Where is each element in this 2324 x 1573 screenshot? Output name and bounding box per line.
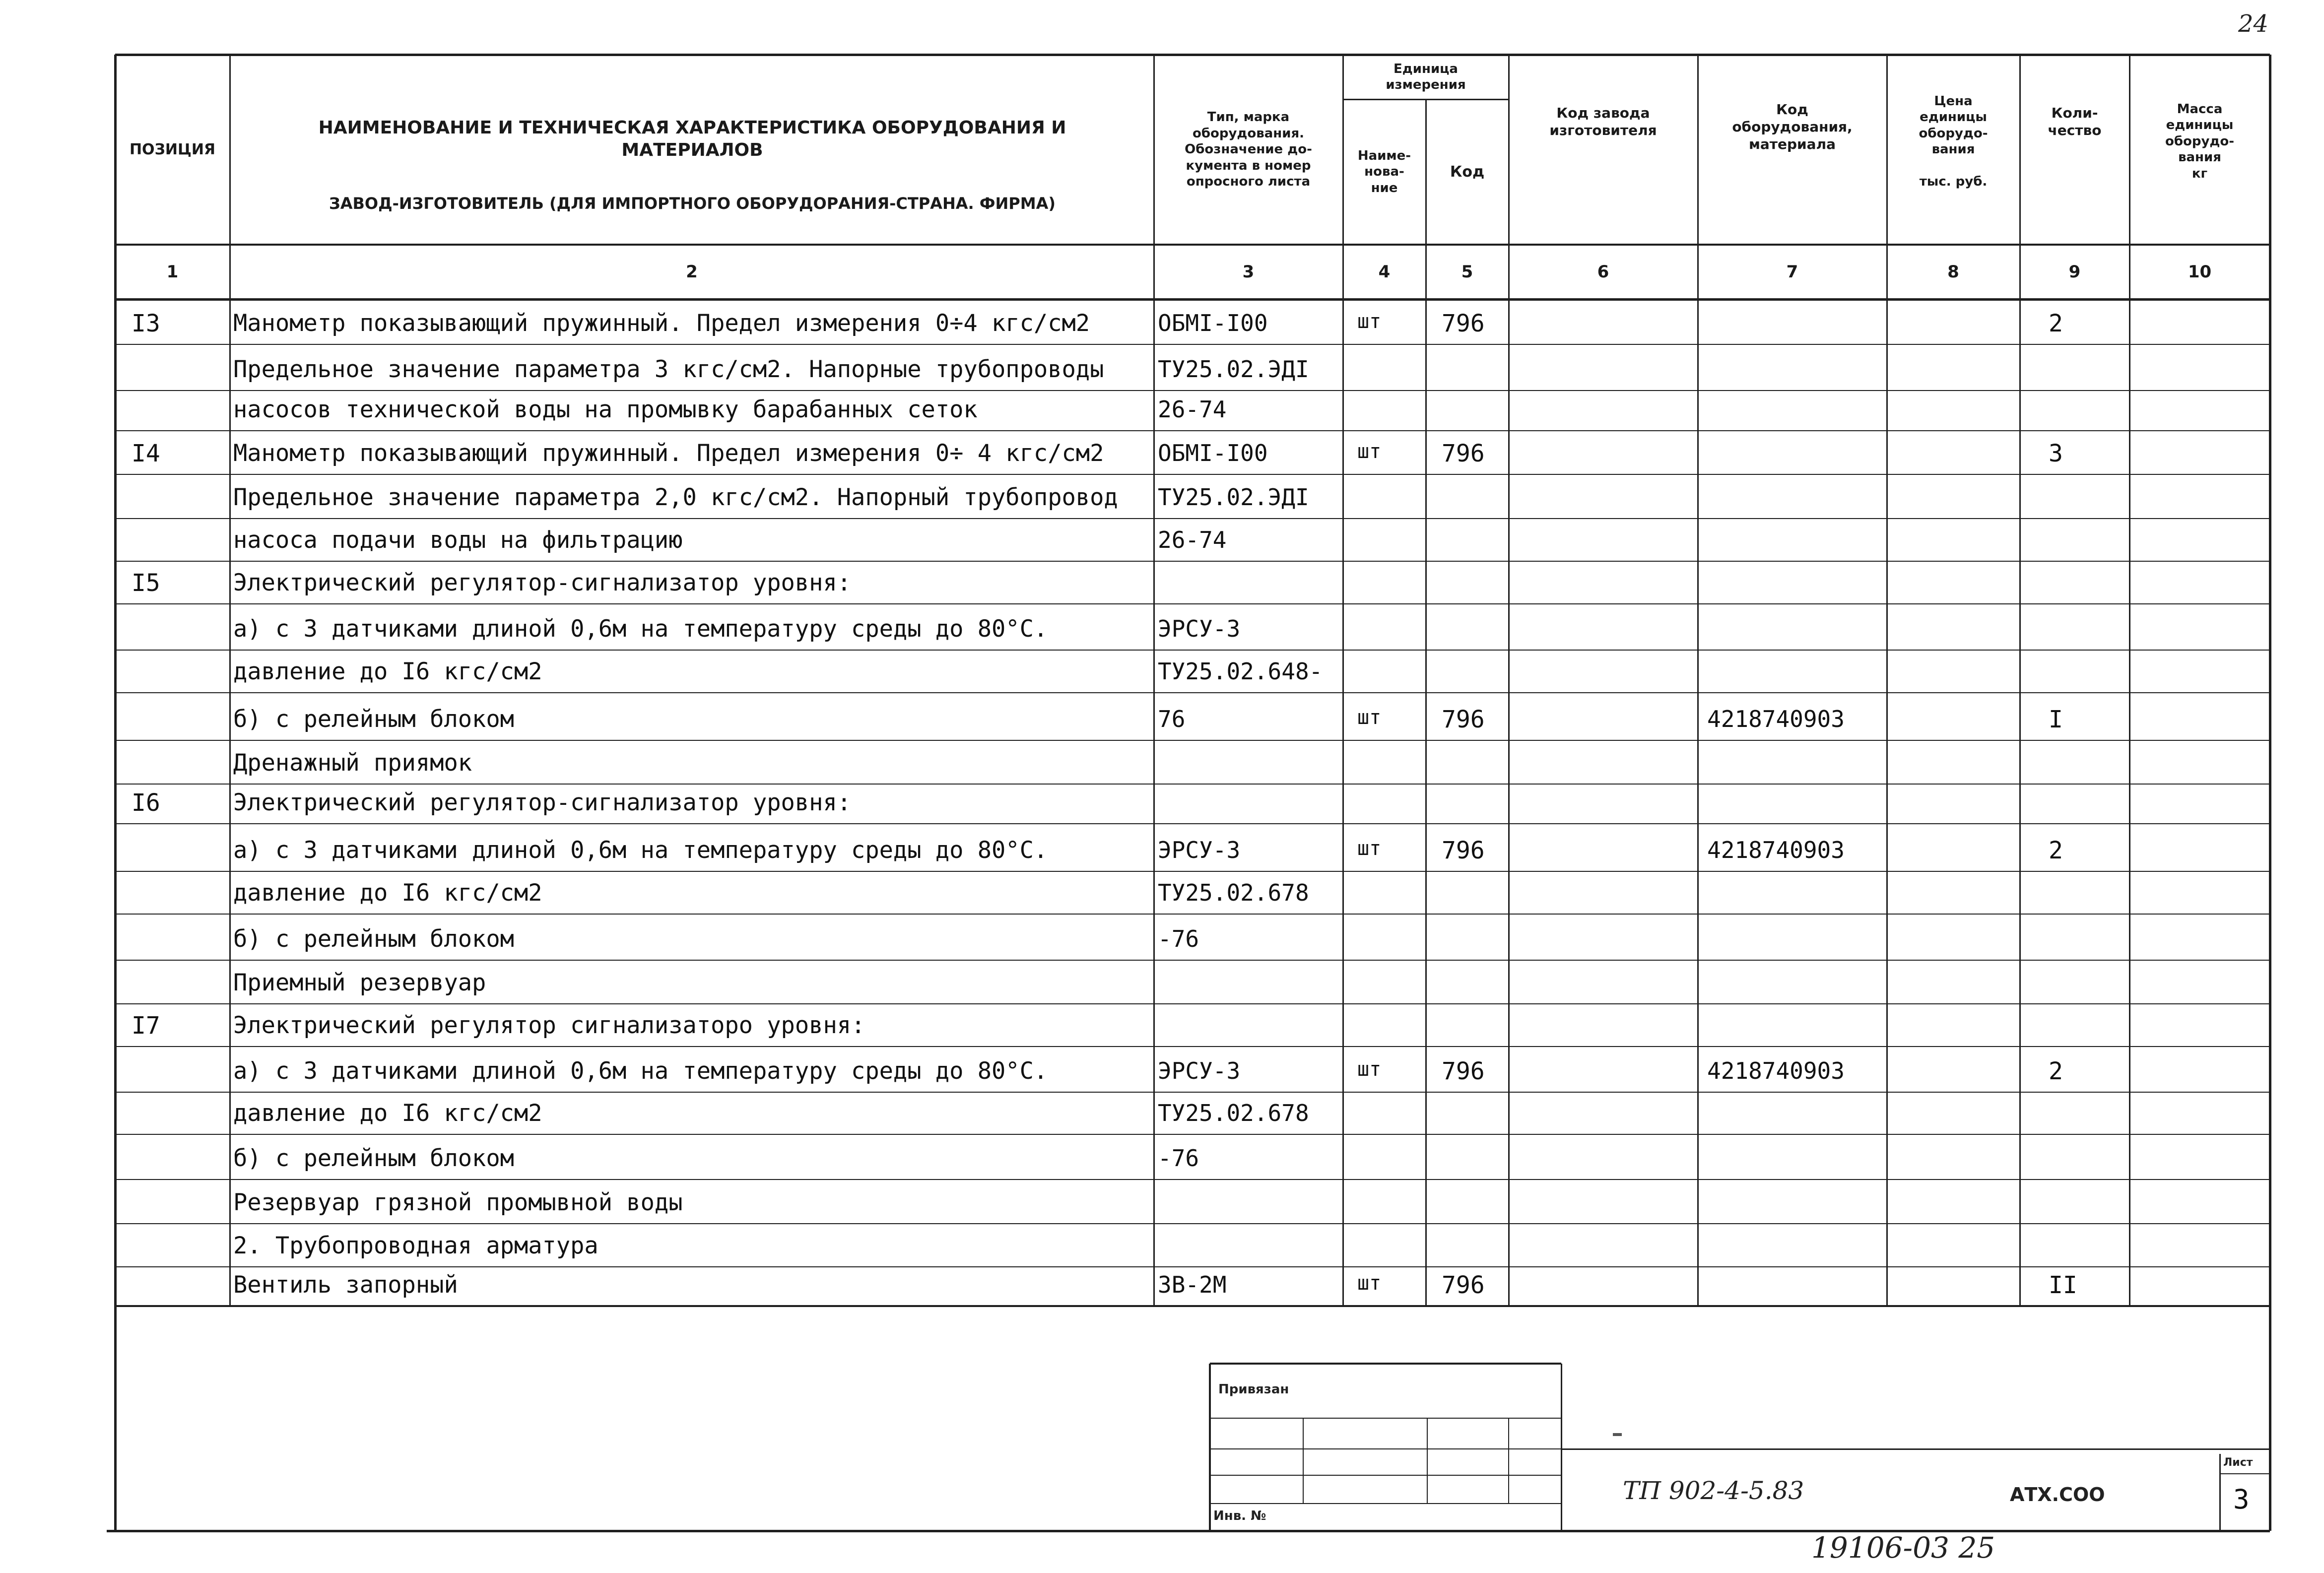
column-rule	[1886, 55, 1888, 1306]
header-mass: Масса единицы оборудо- вания кг	[2165, 101, 2235, 181]
row-rule	[115, 1266, 2270, 1267]
column-number: 8	[1947, 262, 1959, 282]
cell-unit-code: 796	[1442, 837, 1485, 864]
row-rule	[230, 430, 2270, 431]
cell-name: Резервуар грязной промывной воды	[233, 1189, 683, 1216]
cell-name: Электрический регулятор-сигнализатор уровня:	[233, 569, 852, 596]
cell-type: ТУ25.02.678	[1158, 879, 1309, 906]
header-position: ПОЗИЦИЯ	[129, 140, 216, 158]
row-rule	[230, 518, 2270, 519]
cell-position: I7	[132, 1012, 160, 1040]
row-rule	[230, 474, 2270, 475]
cell-type: ТУ25.02.648-	[1158, 658, 1323, 685]
header-name-sub: ЗАВОД-ИЗГОТОВИТЕЛЬ (ДЛЯ ИМПОРТНОГО ОБОРУДОРАНИЯ-СТРАНА. ФИРМА)	[329, 194, 1056, 213]
cell-name: Предельное значение параметра 2,0 кгс/см2. Напорный трубопровод	[233, 484, 1118, 511]
cell-position: I4	[132, 440, 160, 467]
column-number: 10	[2188, 262, 2212, 282]
row-rule	[115, 1092, 230, 1093]
header-unit-code: Код	[1450, 163, 1485, 181]
column-rule	[1697, 55, 1699, 1306]
row-rule	[115, 430, 230, 431]
cell-unit: шт	[1357, 706, 1382, 729]
stamp-rule	[1427, 1418, 1428, 1504]
corner-mark: 24	[2238, 10, 2269, 38]
stamp-rule	[1209, 1364, 1211, 1531]
stamp-privyazan: Привязан	[1218, 1382, 1289, 1397]
cell-name: а) с 3 датчиками длиной 0,6м на температуру среды до 80°С.	[233, 837, 1048, 864]
cell-unit: шт	[1357, 837, 1382, 860]
cell-name: Приемный резервуар	[233, 969, 486, 996]
cell-type: ЭРСУ-3	[1158, 837, 1241, 863]
stamp-rule	[1508, 1418, 1509, 1504]
row-rule	[115, 1003, 230, 1004]
row-rule	[115, 1223, 230, 1224]
column-number: 3	[1242, 262, 1255, 282]
table-top-border	[115, 54, 2270, 56]
row-rule	[230, 1046, 2270, 1047]
cell-name: давление до I6 кгс/см2	[233, 879, 542, 907]
cell-equipment-code: 4218740903	[1707, 706, 1845, 732]
stamp-inventory-number: Инв. №	[1213, 1508, 1266, 1523]
cell-quantity: 2	[2049, 837, 2063, 864]
header-factory-code: Код завода изготовителя	[1549, 105, 1657, 138]
cell-name: Предельное значение параметра 3 кгс/см2. Напорные трубопроводы	[233, 356, 1104, 383]
title-block-rule	[2220, 1473, 2270, 1474]
title-block-rule	[2219, 1454, 2221, 1531]
cell-unit-code: 796	[1442, 310, 1485, 337]
row-rule	[115, 561, 230, 562]
row-rule	[115, 914, 230, 915]
row-rule	[230, 692, 2270, 693]
row-rule	[230, 1134, 2270, 1135]
cell-unit-code: 796	[1442, 1057, 1485, 1085]
row-rule	[115, 871, 230, 872]
row-rule	[115, 740, 230, 741]
row-rule	[115, 344, 230, 345]
cell-quantity: 2	[2049, 310, 2063, 337]
cell-type: ТУ25.02.ЭДI	[1158, 484, 1309, 511]
cell-position: I3	[132, 310, 160, 337]
cell-unit: шт	[1357, 310, 1382, 333]
cell-unit: шт	[1357, 1272, 1382, 1295]
header-type: Тип, марка оборудования. Обозначение до- кумента в номер опросного листа	[1185, 110, 1312, 190]
title-block-rule	[1561, 1448, 2270, 1450]
row-rule	[115, 1179, 230, 1180]
column-number: 7	[1786, 262, 1798, 282]
stamp-atx-code: АТХ.СОО	[2010, 1484, 2105, 1506]
cell-unit-code: 796	[1442, 440, 1485, 467]
cell-quantity: I	[2049, 706, 2063, 733]
cell-name: насосов технической воды на промывку барабанных сеток	[233, 396, 978, 423]
header-name: НАИМЕНОВАНИЕ И ТЕХНИЧЕСКАЯ ХАРАКТЕРИСТИКА ОБОРУДОВАНИЯ И МАТЕРИАЛОВ	[318, 118, 1066, 160]
row-rule	[115, 692, 230, 693]
cell-name: Дренажный приямок	[233, 749, 472, 777]
cell-name: б) с релейным блоком	[233, 925, 514, 953]
cell-quantity: 2	[2049, 1057, 2063, 1085]
cell-type: -76	[1158, 1145, 1199, 1172]
header-unit: Единица измерения	[1386, 61, 1466, 92]
column-number: 9	[2068, 262, 2081, 282]
cell-position: I6	[132, 789, 160, 817]
table-bottom-rule	[115, 1305, 2270, 1307]
row-rule	[230, 1003, 2270, 1004]
cell-name: 2. Трубопроводная арматура	[233, 1232, 598, 1259]
row-rule	[115, 474, 230, 475]
cell-type: ЭРСУ-3	[1158, 615, 1241, 642]
cell-unit: шт	[1357, 440, 1382, 463]
row-rule	[230, 1092, 2270, 1093]
cell-name: Манометр показывающий пружинный. Предел измерения 0÷4 кгс/см2	[233, 310, 1090, 337]
cell-name: а) с 3 датчиками длиной 0,6м на температуру среды до 80°С.	[233, 1057, 1048, 1085]
column-rule	[2019, 55, 2021, 1306]
row-rule	[115, 390, 230, 391]
cell-unit-code: 796	[1442, 1271, 1485, 1299]
row-rule	[230, 871, 2270, 872]
cell-type: 26-74	[1158, 396, 1227, 423]
sheet-number: 3	[2233, 1484, 2250, 1515]
cell-type: ОБМI-I00	[1158, 310, 1268, 336]
cell-quantity: 3	[2049, 440, 2063, 467]
row-rule	[115, 650, 230, 651]
cell-type: ЗВ-2М	[1158, 1271, 1227, 1298]
column-number: 2	[686, 262, 698, 282]
row-rule	[115, 603, 230, 604]
cell-name: б) с релейным блоком	[233, 706, 514, 733]
cell-name: Электрический регулятор сигнализаторо уровня:	[233, 1012, 865, 1039]
row-rule	[115, 518, 230, 519]
title-block-rule	[1561, 1449, 1562, 1531]
cell-name: а) с 3 датчиками длиной 0,6м на температуру среды до 80°С.	[233, 615, 1048, 643]
cell-position: I5	[132, 569, 160, 597]
stamp-rule	[1210, 1363, 1561, 1365]
sheet-label: Лист	[2223, 1456, 2253, 1469]
row-rule	[230, 1223, 2270, 1224]
cell-type: ТУ25.02.ЭДI	[1158, 356, 1309, 383]
stamp-rule	[1303, 1418, 1304, 1504]
row-rule	[230, 344, 2270, 345]
cell-equipment-code: 4218740903	[1707, 1057, 1845, 1084]
cell-name: Электрический регулятор-сигнализатор уровня:	[233, 789, 852, 816]
column-number: 1	[166, 262, 179, 282]
scan-mark	[1613, 1433, 1622, 1436]
row-rule	[115, 960, 230, 961]
cell-unit: шт	[1357, 1058, 1382, 1081]
cell-type: ТУ25.02.678	[1158, 1100, 1309, 1126]
row-rule	[230, 740, 2270, 741]
header-unit-name: Наиме- нова- ние	[1357, 148, 1411, 196]
cell-type: -76	[1158, 925, 1199, 952]
document-code: ТП 902-4-5.83	[1623, 1476, 1804, 1505]
cell-type: ЭРСУ-3	[1158, 1057, 1241, 1084]
row-rule	[230, 823, 2270, 824]
cell-quantity: II	[2049, 1271, 2077, 1299]
row-rule	[115, 823, 230, 824]
column-rule	[2129, 55, 2130, 1306]
column-rule	[1153, 55, 1155, 1306]
row-rule	[230, 603, 2270, 604]
cell-name: Манометр показывающий пружинный. Предел измерения 0÷ 4 кгс/см2	[233, 440, 1104, 467]
cell-name: давление до I6 кгс/см2	[233, 1100, 542, 1127]
cell-type: 26-74	[1158, 526, 1227, 553]
cell-type: 76	[1158, 706, 1186, 732]
row-rule	[115, 1134, 230, 1135]
header-price: Цена единицы оборудо- вания тыс. руб.	[1919, 93, 1988, 189]
row-rule	[230, 561, 2270, 562]
cell-name: давление до I6 кгс/см2	[233, 658, 542, 685]
row-rule	[230, 914, 2270, 915]
cell-name: б) с релейным блоком	[233, 1145, 514, 1172]
cell-unit-code: 796	[1442, 706, 1485, 733]
row-rule	[115, 1046, 230, 1047]
cell-equipment-code: 4218740903	[1707, 837, 1845, 863]
header-quantity: Коли- чество	[2048, 105, 2102, 138]
row-rule	[230, 960, 2270, 961]
column-number: 4	[1378, 262, 1391, 282]
cell-name: насоса подачи воды на фильтрацию	[233, 526, 683, 554]
row-rule	[230, 1179, 2270, 1180]
archive-number: 19106-03 25	[1811, 1531, 1995, 1565]
column-number: 6	[1597, 262, 1609, 282]
cell-type: ОБМI-I00	[1158, 440, 1268, 466]
cell-name: Вентиль запорный	[233, 1271, 458, 1299]
row-rule	[230, 650, 2270, 651]
column-number: 5	[1461, 262, 1473, 282]
header-equipment-code: Код оборудования, материала	[1732, 101, 1853, 152]
row-rule	[230, 390, 2270, 391]
row-rule	[230, 784, 2270, 785]
row-rule	[115, 784, 230, 785]
